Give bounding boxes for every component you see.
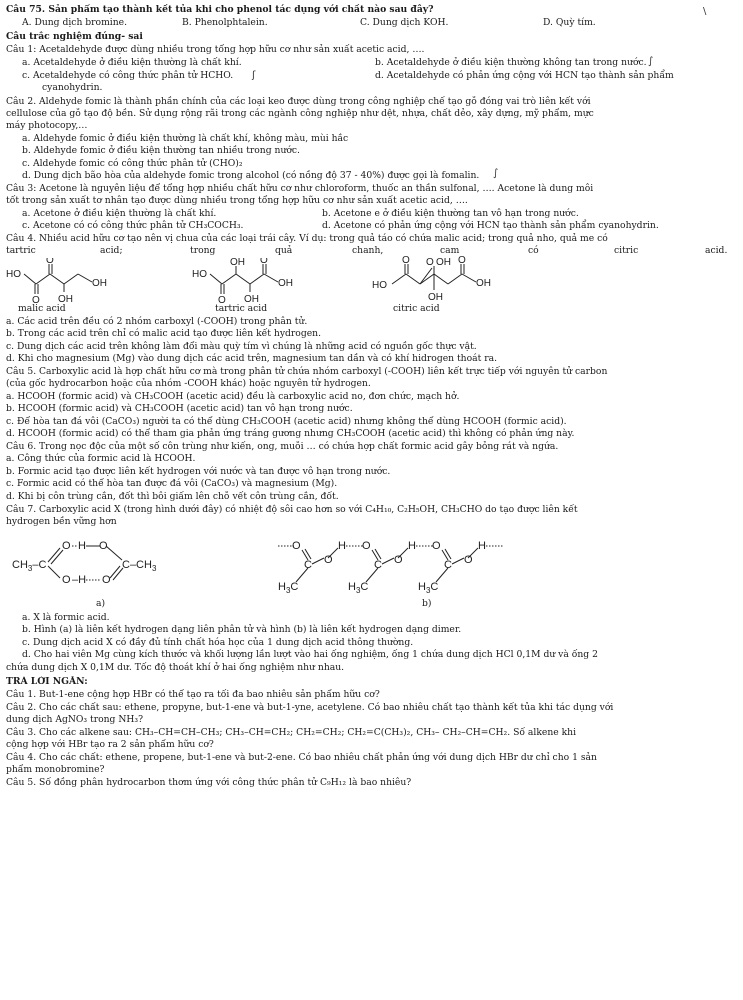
svg-text:OH: OH [92, 278, 107, 289]
q4-statement-d: d. Khi cho magnesium (Mg) vào dung dịch các acid trên, magnesium tan dần và có khí hidrogen thoát ra. [6, 353, 498, 364]
q5-stem-line-1: Câu 5. Carboxylic acid là hợp chất hữu cơ mà trong phân tử chứa nhóm carboxyl (-COOH) liên kết trực tiếp với nguyên tử carbon [6, 366, 608, 377]
q4-word: cam [440, 245, 460, 256]
figure-b-label: b) [422, 598, 432, 609]
figure-a-label: a) [96, 598, 106, 609]
svg-text:O: O [260, 258, 268, 266]
q75-option-a: A. Dung dịch bromine. [22, 17, 128, 28]
q2-statement-d: d. Dung dịch bão hòa của aldehyde fomic trong alcohol (có nồng độ 37 - 40%) được gọi là fomalin. [22, 170, 480, 181]
svg-text:O: O [62, 574, 71, 586]
q3-stem-line-2: tốt trong sản xuất tơ nhân tạo được dùng nhiều trong tổng hợp hữu cơ như sản xuất acetic acid, …. [6, 195, 468, 206]
q4-word: có [528, 245, 539, 256]
q4-stem-line-1: Câu 4. Nhiều acid hữu cơ tạo nên vị chua của các loại trái cây. Ví dụ: trong quả táo có chứa malic acid; trong quả nho, quả me có [6, 233, 608, 244]
q4-word: citric [614, 245, 639, 256]
q5-statement-b: b. HCOOH (formic acid) và CH₃COOH (acetic acid) tan vô hạn trong nước. [6, 403, 353, 414]
svg-text:O: O [218, 295, 226, 304]
hydrogen-bond-figure-b [278, 530, 598, 596]
svg-text:O: O [464, 554, 473, 566]
svg-text:H: H [338, 540, 346, 552]
q1-stem: Câu 1: Acetaldehyde được dùng nhiều trong tổng hợp hữu cơ như sản xuất acetic acid, …. [6, 44, 425, 55]
svg-text:HO: HO [6, 269, 21, 280]
handwritten-mark: ʃ [252, 70, 256, 81]
q4-word: acid. [705, 245, 728, 256]
handwritten-mark: ∫ [493, 168, 499, 179]
svg-text:O: O [394, 554, 403, 566]
svg-text:H: H [78, 540, 86, 552]
section-short-answer-heading: TRẢ LỜI NGẮN: [6, 676, 88, 687]
handwritten-mark: \ [703, 6, 707, 17]
svg-text:O: O [458, 256, 466, 266]
svg-text:OH: OH [278, 278, 293, 289]
q75-option-d: D. Quỳ tím. [543, 17, 596, 28]
q2-statement-b: b. Aldehyde fomic ở điều kiện thường tan nhiều trong nước. [22, 145, 300, 156]
svg-text:H3C: $H_3C$ [278, 581, 299, 595]
q7-stem-line-1: Câu 7. Carboxylic acid X (trong hình dưới đây) có nhiệt độ sôi cao hơn so với C₄H₁₀, C₂H₅OH, CH₃CHO do tạo được liên kết [6, 504, 578, 515]
svg-text:O: O [32, 295, 40, 304]
q6-stem: Câu 6. Trong nọc độc của một số côn trùng như kiến, ong, muỗi … có chứa hợp chất formic acid gây bỏng rát và ngứa. [6, 441, 559, 452]
short-q2-line-2: dung dịch AgNO₃ trong NH₃? [6, 714, 144, 725]
q5-stem-line-2: (của gốc hydrocarbon hoặc của nhóm -COOH khác) hoặc nguyên tử hydrogen. [6, 378, 371, 389]
q7-statement-d: d. Cho hai viên Mg cùng kích thước và khối lượng lần lượt vào hai ống nghiệm, ống 1 chứa dung dịch HCl 0,1M dư và ống 2 [22, 649, 598, 660]
svg-text:O: O [62, 540, 71, 552]
q6-statement-d: d. Khi bị côn trùng cắn, đốt thì bôi giấm lên chỗ vết côn trùng cắn, đốt. [6, 491, 339, 502]
q1-statement-b: b. Acetaldehyde ở điều kiện thường không tan trong nước. [375, 57, 647, 68]
short-q3-line-2: cộng hợp với HBr tạo ra 2 sản phẩm hữu cơ? [6, 739, 214, 750]
q75-option-c: C. Dung dịch KOH. [360, 17, 449, 28]
svg-text:OH: OH [436, 257, 451, 268]
svg-text:OH: OH [58, 294, 73, 304]
q3-statement-d: d. Acetone có phản ứng cộng với HCN tạo thành sản phẩm cyanohydrin. [322, 220, 659, 231]
q4-word: trong [190, 245, 216, 256]
q7-statement-a: a. X là formic acid. [22, 612, 110, 623]
q2-statement-c: c. Aldehyde fomic có công thức phân tử (CHO)₂ [22, 158, 243, 169]
q3-statement-a: a. Acetone ở điều kiện thường là chất khí. [22, 208, 217, 219]
q6-statement-c: c. Formic acid có thể hòa tan được đá vôi (CaCO₃) và magnesium (Mg). [6, 478, 338, 489]
q2-stem-line-3: máy photocopy,… [6, 120, 88, 131]
svg-text:OH: OH [476, 278, 491, 289]
tartric-acid-label: tartric acid [215, 303, 268, 314]
tartric-acid-structure [190, 258, 340, 304]
q7-statement-c: c. Dung dịch acid X có đầy đủ tính chất hóa học của 1 dung dịch acid thông thường. [22, 637, 414, 648]
q3-statement-c: c. Acetone có có công thức phân tử CH₃COCH₃. [22, 220, 244, 231]
svg-text:O: O [46, 258, 54, 266]
section-true-false-heading: Câu trắc nghiệm đúng- sai [6, 31, 143, 42]
citric-acid-structure [372, 256, 552, 304]
svg-text:O: O [402, 256, 410, 266]
svg-text:C–CH3: $C-CH_3$ [122, 559, 157, 573]
short-q5: Câu 5. Số đồng phân hydrocarbon thơm ứng với công thức phân tử C₉H₁₂ là bao nhiêu? [6, 777, 412, 788]
q4-statement-c: c. Dung dịch các acid trên không làm đổi màu quỳ tím vì chúng là những acid có nguồn gốc thực vật. [6, 341, 477, 352]
q2-stem-line-2: cellulose của gỗ tạo độ bền. Sử dụng rộng rãi trong các ngành công nghiệp như dệt, nhựa, chất dẻo, xây dựng, mỹ phẩm, mực [6, 108, 594, 119]
svg-text:H3C: $H_3C$ [418, 581, 439, 595]
short-q4-line-2: phẩm monobromine? [6, 764, 105, 775]
q75-option-b: B. Phenolphtalein. [182, 17, 268, 28]
q1-statement-a: a. Acetaldehyde ở điều kiện thường là chất khí. [22, 57, 242, 68]
svg-text:OH: OH [428, 292, 443, 303]
svg-text:OH: OH [244, 294, 259, 304]
svg-text:O: O [102, 574, 111, 586]
short-q4-line-1: Câu 4. Cho các chất: ethene, propene, but-1-ene và but-2-ene. Có bao nhiêu chất phản ứng với dung dịch HBr dư chỉ cho 1 sản [6, 752, 597, 763]
q5-statement-c: c. Để hòa tan đá vôi (CaCO₃) người ta có thể dùng CH₃COOH (acetic acid) nhưng không thể dùng HCOOH (formic acid). [6, 416, 567, 427]
q7-statement-b: b. Hình (a) là liên kết hydrogen dạng liên phân tử và hình (b) là liên kết hydrogen dạng dimer. [22, 624, 462, 635]
svg-text:O: O [99, 540, 108, 552]
q4-word: acid; [100, 245, 123, 256]
malic-acid-label: malic acid [18, 303, 66, 314]
q1-statement-c: c. Acetaldehyde có công thức phân tử HCHO. [22, 70, 234, 81]
short-q3-line-1: Câu 3. Cho các alkene sau: CH₃–CH=CH–CH₃; CH₃–CH=CH₂; CH₂=CH₂; CH₂=C(CH₃)₂, CH₃– CH₂–CH=CH₂. Số alkene khi [6, 727, 577, 738]
q75-stem: Câu 75. Sản phẩm tạo thành kết tủa khi cho phenol tác dụng với chất nào sau đây? [6, 4, 434, 15]
q2-statement-a: a. Aldehyde fomic ở điều kiện thường là chất khí, không màu, mùi hắc [22, 133, 349, 144]
q2-stem-line-1: Câu 2. Aldehyde fomic là thành phần chính của các loại keo được dùng trong công nghiệp chế tạo gỗ đóng vai trò liên kết với [6, 96, 591, 107]
svg-text:H: H [478, 540, 486, 552]
q6-statement-a: a. Công thức của formic acid là HCOOH. [6, 453, 196, 464]
q4-word: chanh, [352, 245, 384, 256]
citric-acid-label: citric acid [393, 303, 440, 314]
q4-word: quả [275, 245, 293, 256]
svg-text:O: O [292, 540, 301, 552]
svg-text:H: H [408, 540, 416, 552]
short-q2-line-1: Câu 2. Cho các chất sau: ethene, propyne, but-1-ene và but-1-yne, acetylene. Có bao nhiêu chất tạo thành kết tủa khi tác dụng với [6, 702, 614, 713]
svg-text:H3C: $H_3C$ [348, 581, 369, 595]
svg-text:HO: HO [192, 269, 207, 280]
svg-text:C: C [374, 559, 382, 571]
q5-statement-d: d. HCOOH (formic acid) có thể tham gia phản ứng tráng gương nhưng CH₃COOH (acetic acid) thì không có phản ứng này. [6, 428, 575, 439]
q3-stem-line-1: Câu 3: Acetone là nguyên liệu để tổng hợp nhiều chất hữu cơ như chloroform, thuốc an thần sulfonal, …. Acetone là dung môi [6, 183, 594, 194]
q1-statement-d-cont: cyanohydrin. [42, 82, 103, 93]
malic-acid-structure [6, 258, 156, 304]
svg-text:O: O [432, 540, 441, 552]
q1-statement-d: d. Acetaldehyde có phản ứng cộng với HCN tạo thành sản phẩm [375, 70, 674, 81]
svg-text:HO: HO [372, 280, 387, 291]
short-q1: Câu 1. But-1-ene cộng hợp HBr có thể tạo ra tối đa bao nhiêu sản phẩm hữu cơ? [6, 689, 380, 700]
q4-statement-a: a. Các acid trên đều có 2 nhóm carboxyl (-COOH) trong phân tử. [6, 316, 308, 327]
hydrogen-bond-figure-a [6, 530, 266, 596]
svg-text:CH3–C: $CH_3-C$ [12, 559, 47, 573]
q5-statement-a: a. HCOOH (formic acid) và CH₃COOH (acetic acid) đều là carboxylic acid no, đơn chức, mạch hở. [6, 391, 460, 402]
q7-statement-d-cont: chứa dung dịch X 0,1M dư. Tốc độ thoát khí ở hai ống nghiệm như nhau. [6, 662, 345, 673]
svg-text:–H: –H [72, 574, 87, 586]
svg-text:C: C [304, 559, 312, 571]
svg-text:OH: OH [230, 258, 245, 268]
q6-statement-b: b. Formic acid tạo được liên kết hydrogen với nước và tan được vô hạn trong nước. [6, 466, 391, 477]
svg-text:C: C [444, 559, 452, 571]
svg-text:O: O [362, 540, 371, 552]
svg-text:O: O [324, 554, 333, 566]
q4-statement-b: b. Trong các acid trên chỉ có malic acid tạo được liên kết hydrogen. [6, 328, 321, 339]
q4-word: tartric [6, 245, 36, 256]
q7-stem-line-2: hydrogen bền vững hơn [6, 516, 117, 527]
svg-text:O: O [426, 257, 434, 268]
q3-statement-b: b. Acetone e ở điều kiện thường tan vô hạn trong nước. [322, 208, 579, 219]
handwritten-mark: ∫ [648, 56, 654, 67]
